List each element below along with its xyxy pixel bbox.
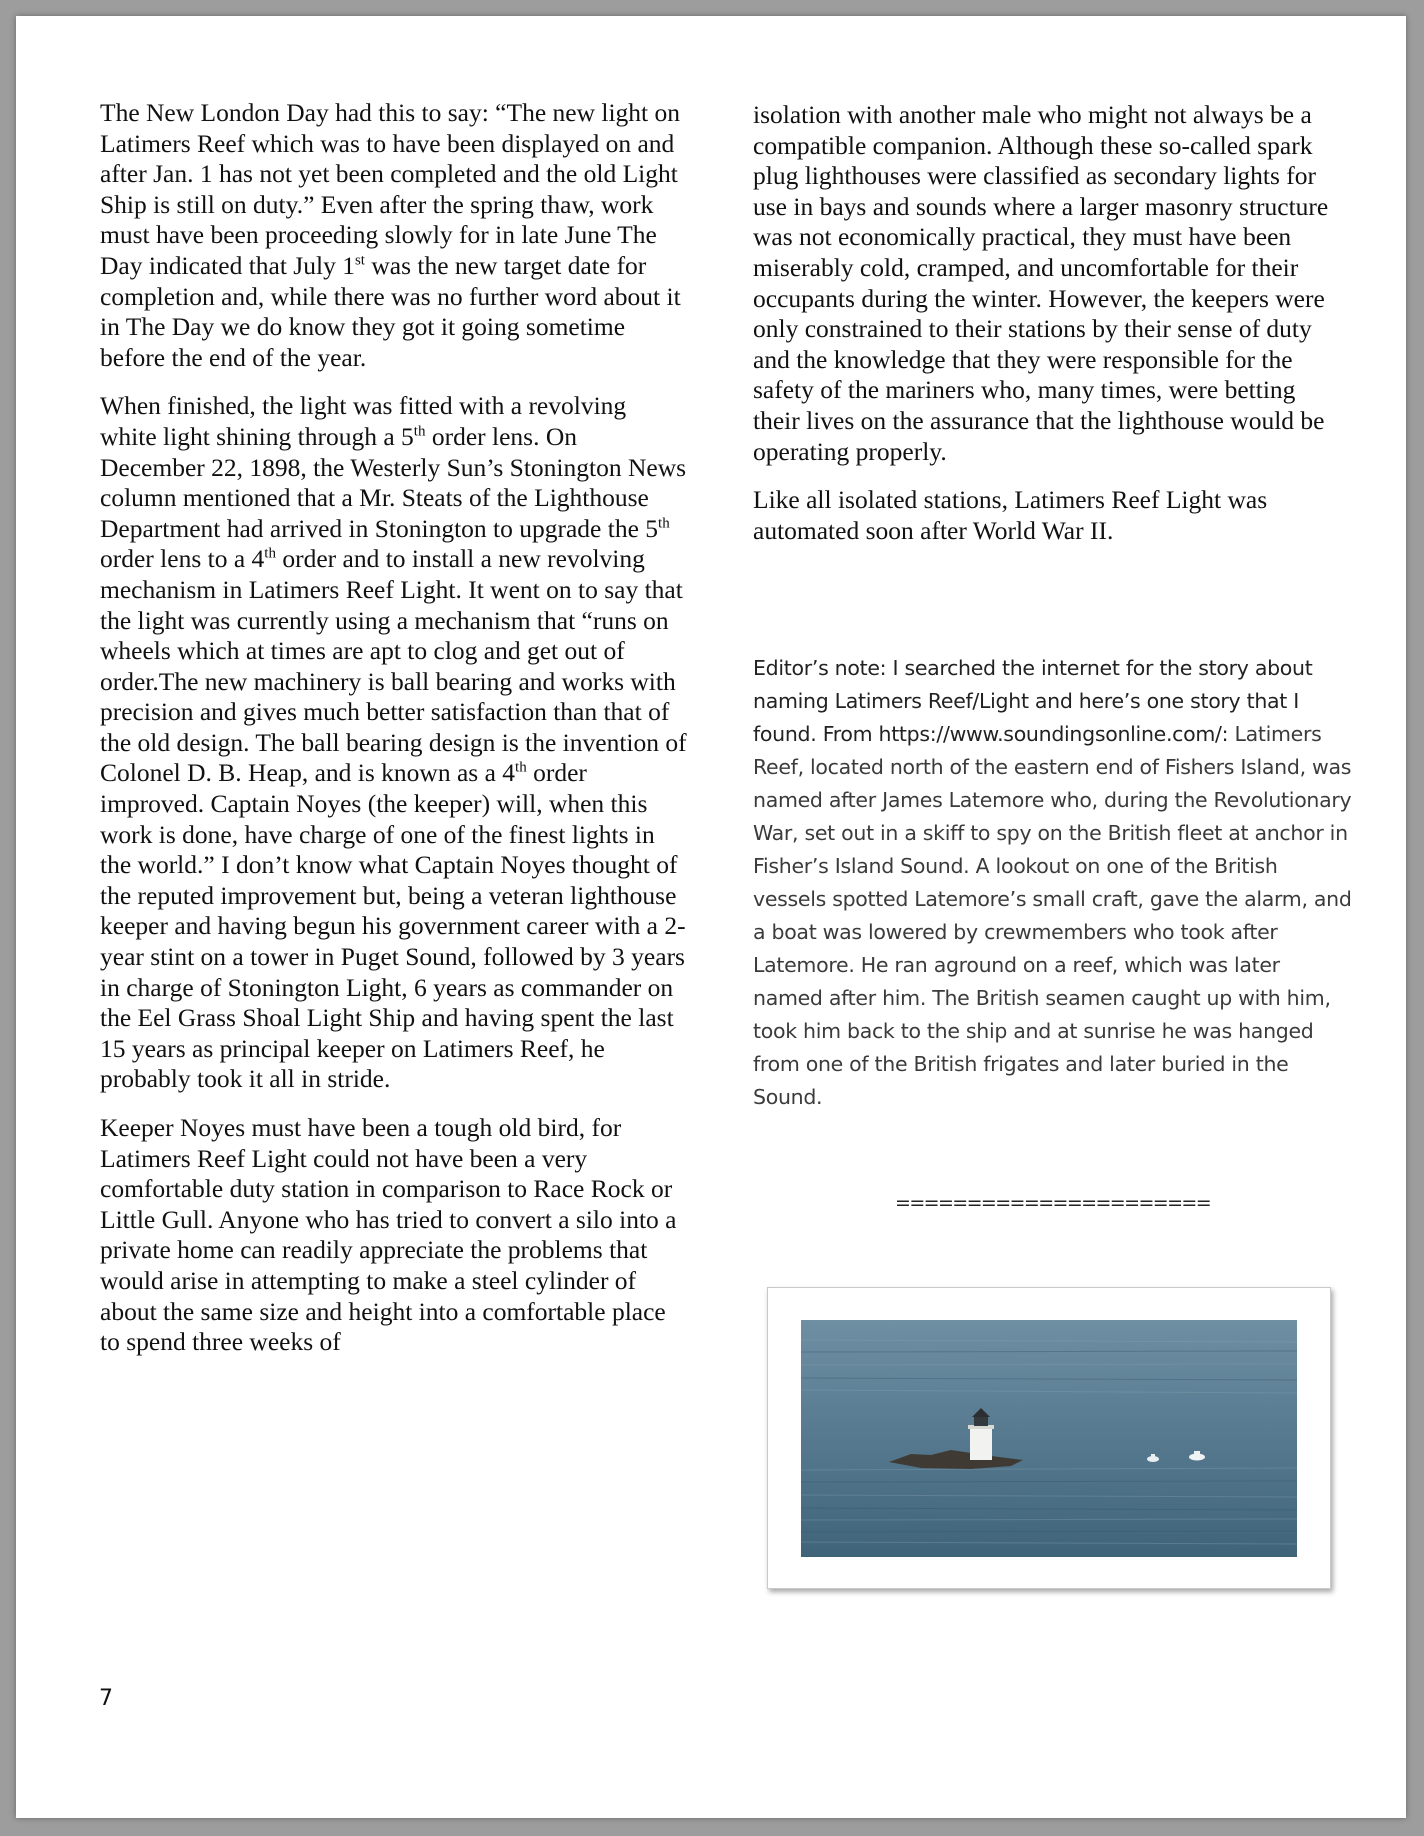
paragraph: The New London Day had this to say: “The new light on Latimers Reef which was to have been displayed on and after Jan. 1 has not yet been completed and the old Light Ship is still on duty.” Even after the spring thaw, work must have been proceeding slowly for in late June The Day indicated that July 1st was the new target date for completion and, while there was no further word about it in The Day we do know they got it going sometime before the end of the year. [100,98,681,372]
right-column [753,100,1343,564]
water [801,1320,1297,1557]
paragraph: Keeper Noyes must have been a tough old bird, for Latimers Reef Light could not have been a very comfortable duty station in comparison to Race Rock or Little Gull. Anyone who has tried to convert a silo into a private home can readily appreciate the problems that would arise in attempting to make a steel cylinder of about the same size and height into a comfortable place to spend three weeks of [100,1113,677,1357]
page-number: 7 [99,1686,113,1711]
document-page [16,16,1406,1818]
editor-note-intro: Editor’s note: I searched the internet for the story about naming Latimers Reef/Light and here’s one story that I found. From https://www.soundingsonline.com/: [753,656,1313,746]
editor-note [753,652,1353,1114]
editor-note-quote: Latimers Reef, located north of the eastern end of Fishers Island, was named after James Latemore who, during the Revolutionary War, set out in a skiff to spy on the British fleet at anchor in Fisher’s Island Sound. A lookout on one of the British vessels spotted Latemore’s small craft, gave the alarm, and a boat was lowered by crewmembers who took after Latemore. He ran aground on a reef, which was later named after him. The British seamen caught up with him, took him back to the ship and at sunrise he was hanged from one of the British frigates and later buried in the Sound. [753,722,1352,1109]
paragraph: isolation with another male who might not always be a compatible companion. Although these so-called spark plug lighthouses were classified as secondary lights for use in bays and sounds where a larger masonry structure was not economically practical, they must have been miserably cold, cramped, and uncomfortable for their occupants during the winter. However, the keepers were only constrained to their stations by their sense of duty and the knowledge that they were responsible for the safety of the mariners who, many times, were betting their lives on the assurance that the lighthouse would be operating properly. [753,100,1329,466]
photo-frame [767,1287,1331,1589]
lighthouse-tower [970,1426,992,1460]
separator-line: ====================== [895,1192,1211,1214]
paragraph: Like all isolated stations, Latimers Reef Light was automated soon after World War II. [753,485,1268,545]
paragraph: When finished, the light was fitted with a revolving white light shining through a 5th order lens. On December 22, 1898, the Westerly Sun’s Stonington News column mentioned that a Mr. Steats of the Lighthouse Department had arrived in Stonington to upgrade the 5th order lens to a 4th order and to install a new revolving mechanism in Latimers Reef Light. It went on to say that the light was currently using a mechanism that “runs on wheels which at times are apt to clog and get out of order.The new machinery is ball bearing and works with precision and gives much better satisfaction than that of the old design. The ball bearing design is the invention of Colonel D. B. Heap, and is known as a 4th order improved. Captain Noyes (the keeper) will, when this work is done, have charge of one of the finest lights in the world.” I don’t know what Captain Noyes thought of the reputed improvement but, being a veteran lighthouse keeper and having begun his government career with a 2-year stint on a tower in Puget Sound, followed by 3 years in charge of Stonington Light, 6 years as commander on the Eel Grass Shoal Light Ship and having spent the last 15 years as principal keeper on Latimers Reef, he probably took it all in stride. [100,391,687,1094]
left-column [100,98,688,1376]
lighthouse-photo [801,1320,1297,1557]
